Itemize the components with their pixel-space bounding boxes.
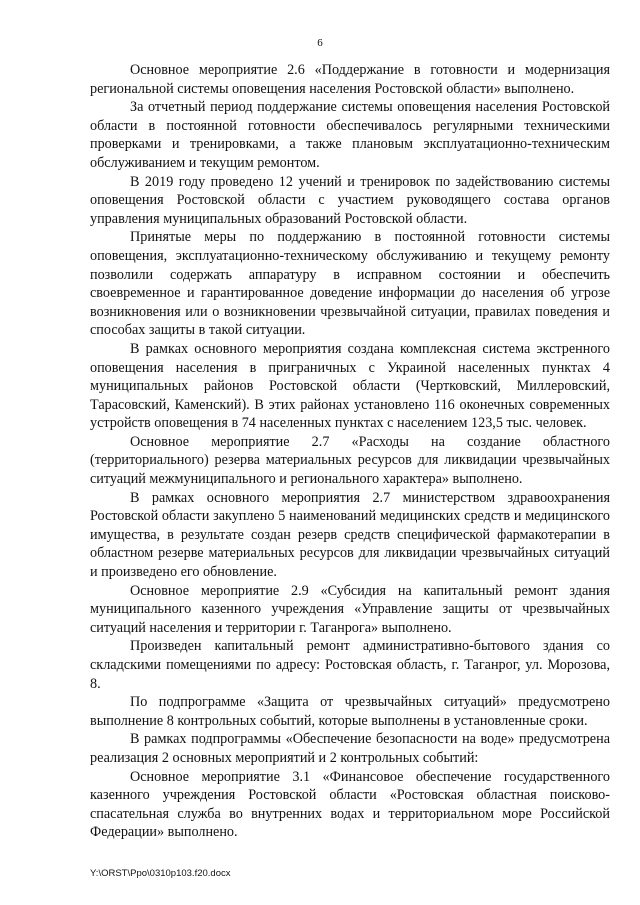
paragraph-6: Основное мероприятие 2.7 «Расходы на создание областного (территориального) резерва материальных ресурсов для ликвидации чрезвычайных ситуаций межмуниципального и регионального характера» выполнено. <box>90 433 610 488</box>
paragraph-11: В рамках подпрограммы «Обеспечение безопасности на воде» предусмотрена реализация 2 основных мероприятий и 2 контрольных событий: <box>90 731 610 766</box>
paragraph-2: За отчетный период поддержание системы оповещения населения Ростовской области в постоянной готовности обеспечивалось регулярными техническими проверками и тренировками, а также плановым эксплуатационно-техническим обслуживанием и текущим ремонтом. <box>90 99 610 171</box>
paragraph-3: В 2019 году проведено 12 учений и тренировок по задействованию системы оповещения Ростовской области с участием руководящего состава органов управления муниципальных образований Ростовской области. <box>90 173 610 227</box>
paragraph-9: Произведен капитальный ремонт административно-бытового здания со складскими помещениями по адресу: Ростовская область, г. Таганрог, ул. Морозова, 8. <box>90 638 610 692</box>
paragraph-10: По подпрограмме «Защита от чрезвычайных ситуаций» предусмотрено выполнение 8 контрольных событий, которые выполнены в установленные сроки. <box>90 694 610 729</box>
page-number: 6 <box>317 37 323 49</box>
paragraph-4: Принятые меры по поддержанию в постоянной готовности системы оповещения, эксплуатационно-техническому обслуживанию и текущему ремонту позволили содержать аппаратуру в исправном состоянии и обеспечить своевременное и гарантированное доведение информации до населения об угрозе возникновения или о возникновении чрезвычайной ситуации, правилах поведения и способах защиты в такой ситуации. <box>90 229 610 339</box>
paragraph-12: Основное мероприятие 3.1 «Финансовое обеспечение государственного казенного учреждения Ростовской области «Ростовская областная поисково-спасательная служба во внутренних водах и территориальном море Российской Федерации» выполнено. <box>90 768 610 841</box>
document-body <box>90 61 610 842</box>
paragraph-8: Основное мероприятие 2.9 «Субсидия на капитальный ремонт здания муниципального казенного учреждения «Управление защиты от чрезвычайных ситуаций населения и территории г. Таганрога» выполнено. <box>90 582 610 636</box>
paragraph-7: В рамках основного мероприятия 2.7 министерством здравоохранения Ростовской области закуплено 5 наименований медицинских средств и медицинского имущества, в результате создан резерв средств специфической фармакотерапии в областном резерве материальных ресурсов для ликвидации чрезвычайных ситуаций и произведено его обновление. <box>90 489 610 581</box>
paragraph-1: Основное мероприятие 2.6 «Поддержание в готовности и модернизация региональной системы оповещения населения Ростовской области» выполнено. <box>90 62 610 97</box>
footer-file-path: Y:\ORST\Ppo\0310p103.f20.docx <box>90 868 231 879</box>
paragraph-5: В рамках основного мероприятия создана комплексная система экстренного оповещения населения в приграничных с Украиной населенных пунктах 4 муниципальных районов Ростовской области (Чертковский, Миллеровский, Тарасовский, Каменский). В этих районах установлено 116 оконечных современных устройств оповещения в 74 населенных пунктах с населением 123,5 тыс. человек. <box>90 340 610 432</box>
